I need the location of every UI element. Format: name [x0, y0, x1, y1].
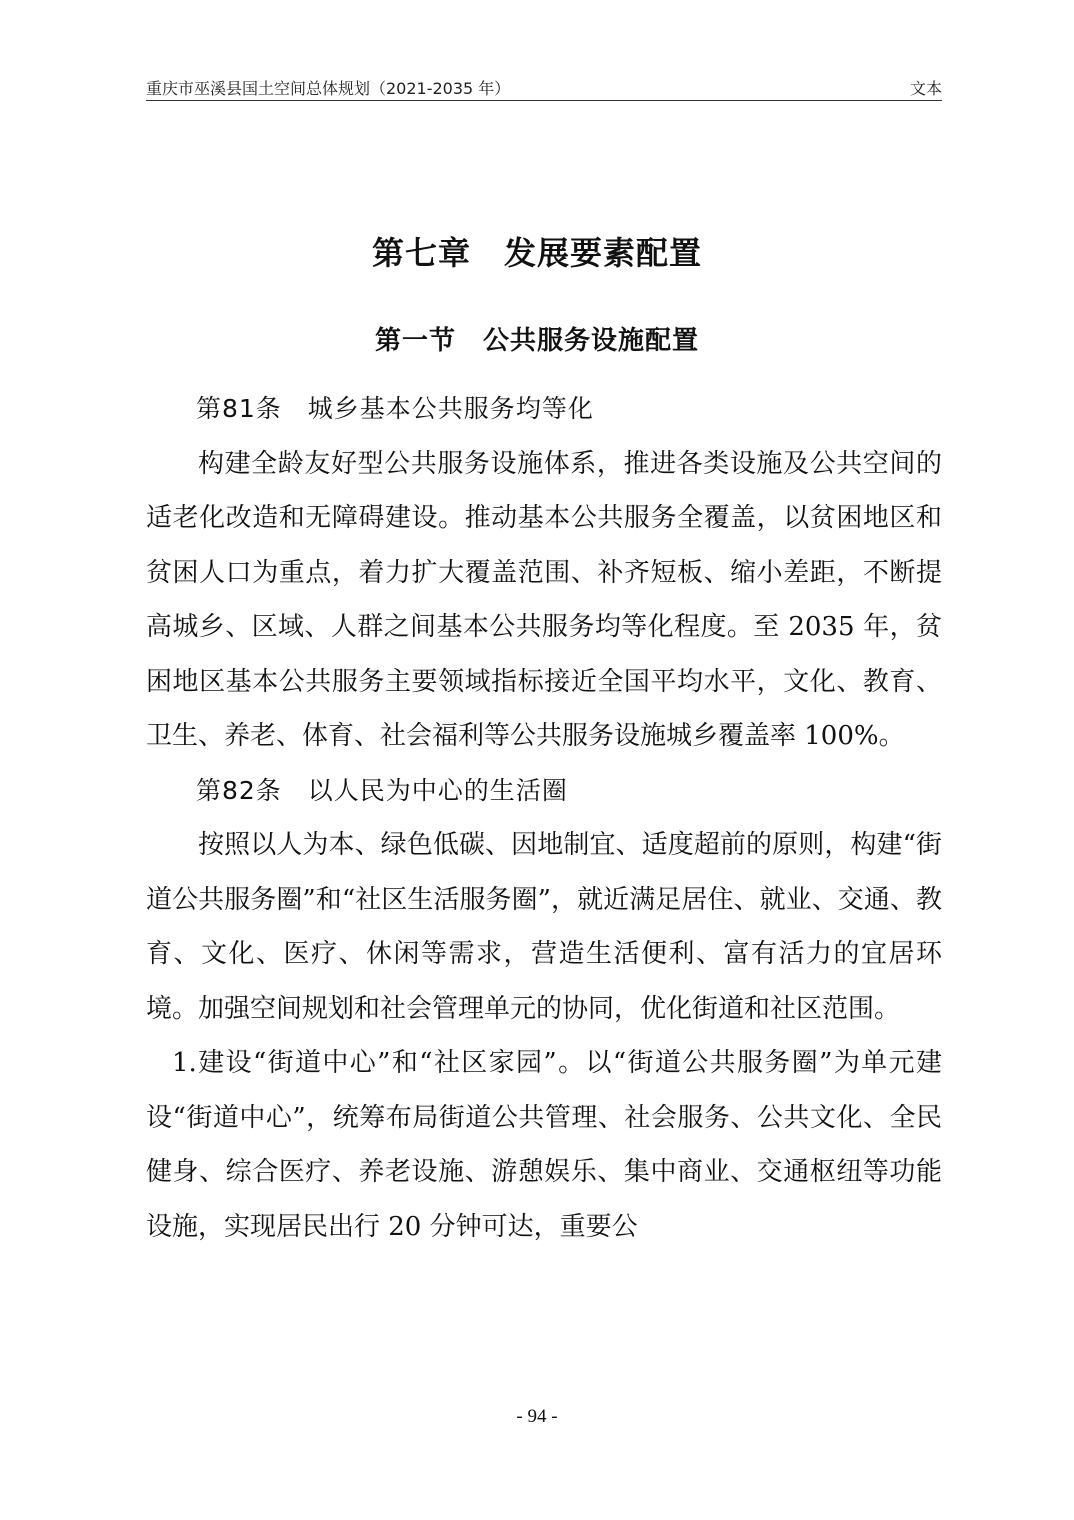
article-81-heading: 第81条 城乡基本公共服务均等化 [196, 394, 594, 423]
page-header [146, 76, 942, 101]
document-title: 重庆市巫溪县国土空间总体规划（2021-2035 年） [146, 79, 511, 98]
section-title: 第一节 公共服务设施配置 [374, 326, 699, 356]
document-type: 文本 [909, 79, 942, 98]
chapter-title: 第七章 发展要素配置 [371, 234, 702, 272]
article-82-item-1: 1.建设“街道中心”和“社区家园”。以“街道公共服务圈”为单元建设“街道中心”，统筹布局街道公共管理、社会服务、公共文化、全民健身、综合医疗、养老设施、游憩娱乐、集中商业、交通枢纽等功能设施，实现居民出行 20 分钟可达，重要公 [146, 1048, 942, 1242]
article-82-paragraph: 按照以人为本、绿色低碳、因地制宜、适度超前的原则，构建“街道公共服务圈”和“社区生活服务圈”，就近满足居住、就业、交通、教育、文化、医疗、休闲等需求，营造生活便利、富有活力的宜居环境。加强空间规划和社会管理单元的协同，优化街道和社区范围。 [146, 830, 942, 1024]
article-82-heading: 第82条 以人民为中心的生活圈 [196, 775, 568, 805]
article-81-paragraph: 构建全龄友好型公共服务设施体系，推进各类设施及公共空间的适老化改造和无障碍建设。推动基本公共服务全覆盖，以贫困地区和贫困人口为重点，着力扩大覆盖范围、补齐短板、缩小差距，不断提高城乡、区域、人群之间基本公共服务均等化程度。至 2035 年，贫困地区基本公共服务主要领域指标接近全国平均水平，文化、教育、卫生、养老、体育、社会福利等公共服务设施城乡覆盖率 100%。 [146, 448, 942, 751]
page-number: - 94 - [516, 1406, 558, 1427]
body-text [146, 382, 942, 1254]
